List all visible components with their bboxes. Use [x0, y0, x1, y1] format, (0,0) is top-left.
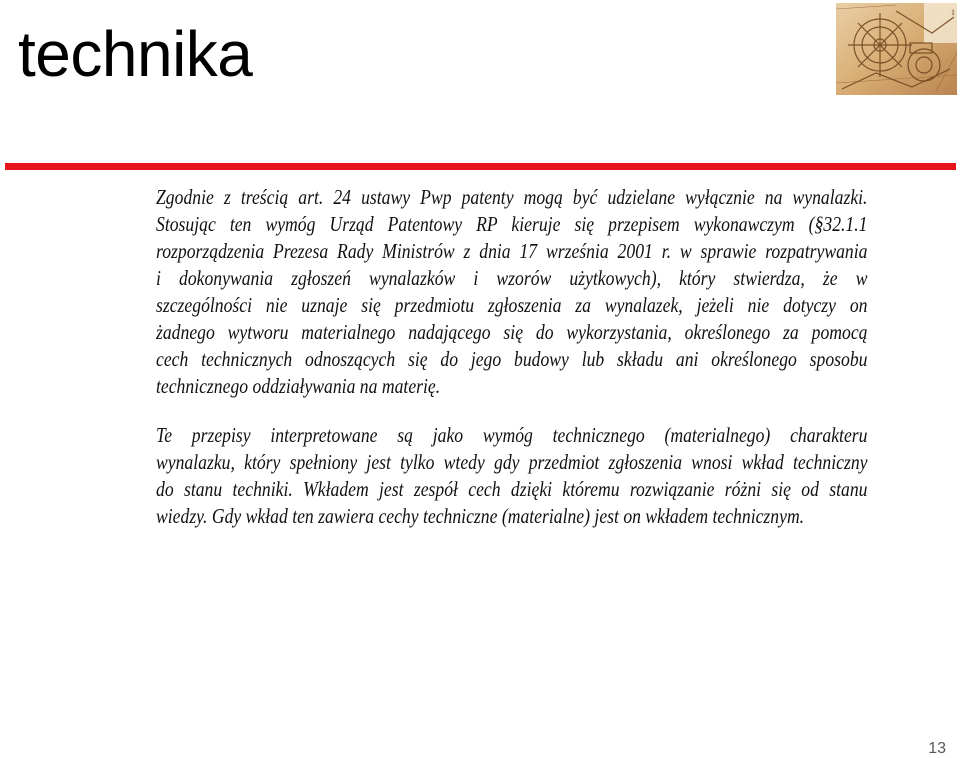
text-line: żadnego wytworu materialnego nadającego się do wykorzystania, określonego za pomocą	[156, 320, 868, 344]
text-line: Zgodnie z treścią art. 24 ustawy Pwp patenty mogą być udzielane wyłącznie na wynalazki.	[156, 185, 868, 209]
text-line: Te przepisy interpretowane są jako wymóg technicznego (materialnego) charakteru	[156, 423, 868, 447]
slide-title: technika	[18, 18, 253, 90]
text-line: i dokonywania zgłoszeń wynalazków i wzorów użytkowych), który stwierdza, że w	[156, 266, 868, 290]
paragraph-1	[156, 184, 868, 400]
text-line: wiedzy. Gdy wkład ten zawiera cechy techniczne (materialne) jest on wkładem technicznym.	[156, 504, 805, 528]
svg-text:1: 1	[951, 8, 955, 17]
text-line: do stanu techniki. Wkładem jest zespół cech dzięki któremu rozwiązanie różni się od stanu	[156, 477, 868, 501]
text-line: rozporządzenia Prezesa Rady Ministrów z dnia 17 września 2001 r. w sprawie rozpatrywania	[156, 239, 868, 263]
text-line: technicznego oddziaływania na materię.	[156, 374, 441, 398]
title-divider	[5, 163, 956, 170]
paragraph-2	[156, 422, 868, 530]
scanned-text-block	[156, 184, 868, 530]
page-number: 13	[928, 740, 946, 757]
engraved-machinery-illustration-icon	[836, 3, 957, 95]
text-line: cech technicznych odnoszących się do jego budowy lub składu ani określonego sposobu	[156, 347, 868, 371]
text-line: szczególności nie uznaje się przedmiotu zgłoszenia za wynalazek, jeżeli nie dotyczy on	[156, 293, 868, 317]
text-line: wynalazku, który spełniony jest tylko wtedy gdy przedmiot zgłoszenia wnosi wkład techniczny	[156, 450, 868, 474]
text-line: Stosując ten wymóg Urząd Patentowy RP kieruje się przepisem wykonawczym (§32.1.1	[156, 212, 868, 236]
